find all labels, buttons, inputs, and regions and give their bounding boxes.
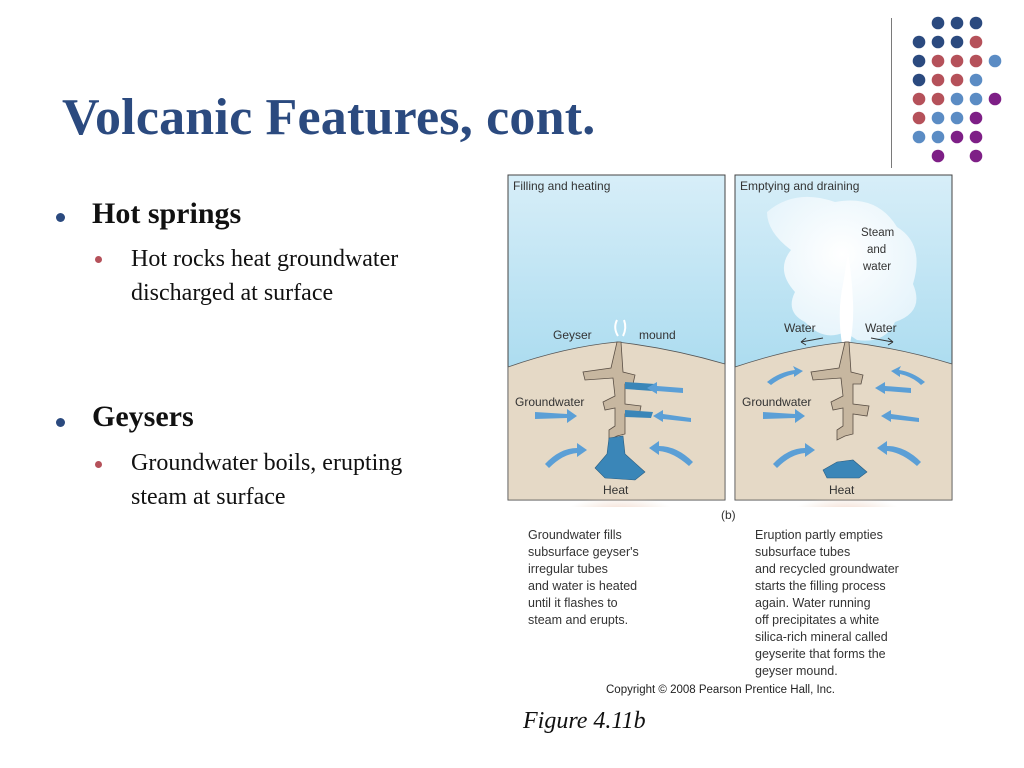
decorative-dot <box>970 150 983 163</box>
decorative-dot <box>932 150 945 163</box>
decorative-dot <box>951 131 964 144</box>
caption-right: Eruption partly empties subsurface tubes and recycled groundwater starts the filling process again. Water running off precipitates a white silica-rich mineral called geyserite that forms the geyser mound. <box>755 528 899 678</box>
sub-bullet-geysers: Groundwater boils, erupting steam at surface <box>131 450 403 510</box>
panel-emptying-draining <box>735 175 952 507</box>
decorative-dot <box>970 93 983 106</box>
decorative-dot <box>989 93 1002 106</box>
decorative-dot <box>932 55 945 68</box>
figure-part-label: (b) <box>721 508 736 522</box>
sub-bullet-marker <box>95 461 102 468</box>
decorative-dot <box>932 74 945 87</box>
decorative-dot <box>932 112 945 125</box>
groundwater-label-left: Groundwater <box>515 395 585 409</box>
divider-line <box>891 18 892 168</box>
decorative-dot <box>989 55 1002 68</box>
heat-label-right: Heat <box>829 483 855 497</box>
decorative-dot <box>913 131 926 144</box>
water-label-left: Water <box>784 321 816 335</box>
decorative-dot <box>970 112 983 125</box>
steam-label-and: and <box>867 244 887 256</box>
decorative-dot <box>951 74 964 87</box>
panel-filling-heating <box>508 175 725 507</box>
sub-bullet-hot-springs: Hot rocks heat groundwater discharged at surface <box>131 246 399 306</box>
decorative-dot <box>970 131 983 144</box>
water-label-right: Water <box>865 321 897 335</box>
geyser-diagram <box>505 172 955 507</box>
decorative-dot <box>951 17 964 30</box>
bullet-marker <box>56 418 65 427</box>
geyser-label: Geyser <box>553 328 592 342</box>
mound-label: mound <box>639 328 676 342</box>
decorative-dot <box>932 17 945 30</box>
steam-label: Steam <box>861 227 895 239</box>
decorative-dot <box>970 17 983 30</box>
groundwater-label-right: Groundwater <box>742 395 812 409</box>
decorative-dot <box>913 112 926 125</box>
decorative-dot <box>970 74 983 87</box>
slide-title: Volcanic Features, cont. <box>62 89 596 146</box>
right-panel-title: Emptying and draining <box>740 179 860 193</box>
decorative-dot <box>913 74 926 87</box>
heat-label-left: Heat <box>603 483 629 497</box>
decorative-dot <box>970 55 983 68</box>
decorative-dot <box>932 36 945 49</box>
decorative-dot <box>932 131 945 144</box>
decorative-dot <box>951 55 964 68</box>
decorative-dot <box>951 36 964 49</box>
decorative-dot <box>970 36 983 49</box>
bullet-geysers: Geysers <box>92 400 194 433</box>
caption-left: Groundwater fills subsurface geyser's irregular tubes and water is heated until it flashes to steam and erupts. <box>528 528 639 627</box>
decorative-dot <box>951 93 964 106</box>
decorative-dot <box>913 36 926 49</box>
copyright-text: Copyright © 2008 Pearson Prentice Hall, Inc. <box>606 684 836 696</box>
steam-label-water: water <box>863 261 892 273</box>
bullet-hot-springs: Hot springs <box>92 197 242 230</box>
decorative-dot <box>913 55 926 68</box>
bullet-marker <box>56 213 65 222</box>
decorative-dot <box>951 112 964 125</box>
decorative-dot <box>913 93 926 106</box>
decorative-dot <box>932 93 945 106</box>
sub-bullet-marker <box>95 256 102 263</box>
left-panel-title: Filling and heating <box>513 179 611 193</box>
figure-label: Figure 4.11b <box>523 708 646 734</box>
